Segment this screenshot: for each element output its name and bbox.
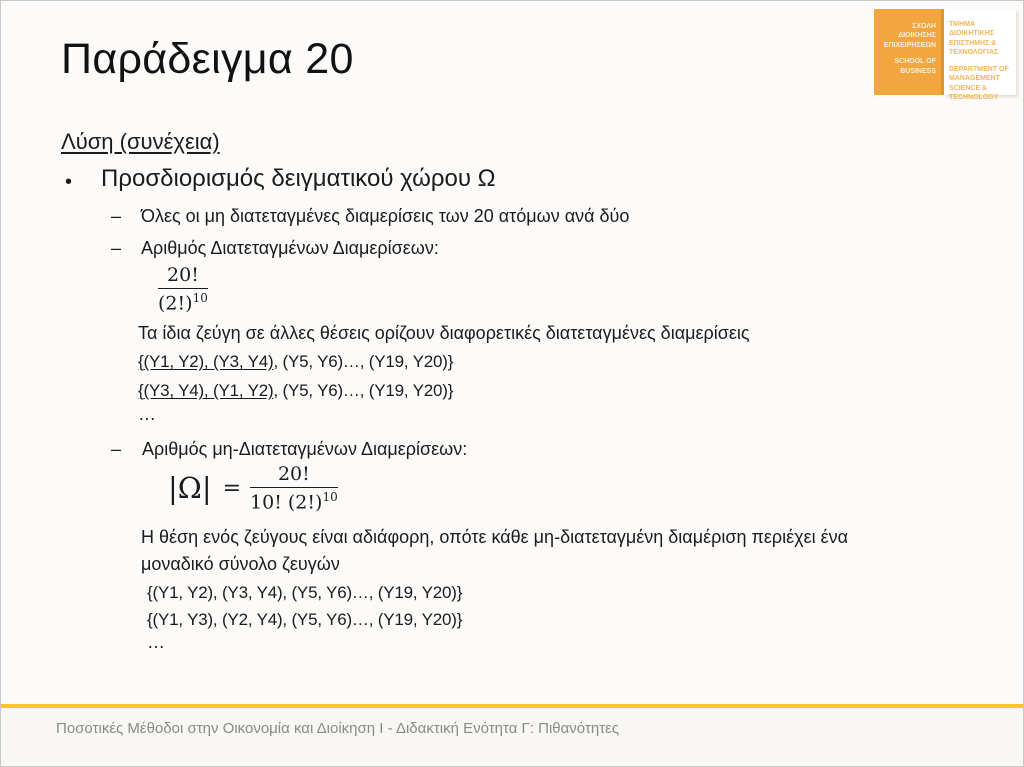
logo-text-line: ΤΜΗΜΑ xyxy=(949,21,976,28)
set-example-ordered-1 xyxy=(138,352,453,372)
fraction-numerator: 20! xyxy=(250,463,338,488)
logo-school-english xyxy=(876,57,936,76)
dash-icon: – xyxy=(111,206,122,226)
omega-cardinality: |Ω| xyxy=(168,471,212,506)
logo-school-greek xyxy=(876,22,936,50)
set-rest: , (Y5, Y6)…, (Y19, Y20)} xyxy=(273,381,454,400)
note-position-irrelevant-line1: Η θέση ενός ζεύγους είναι αδιάφορη, οπότε κάθε μη-διατεταγμένη διαμέριση περιέχει ένα xyxy=(141,527,849,547)
ellipsis: … xyxy=(147,632,165,652)
logo-text-line: BUSINESS xyxy=(900,67,936,75)
logo-text-line: ΕΠΙΧΕΙΡΗΣΕΩΝ xyxy=(883,41,936,49)
logo-dept-greek xyxy=(949,20,1014,58)
set-brace: { xyxy=(138,381,144,400)
logo-dept-panel xyxy=(944,9,1016,102)
logo-text-line: ΔΙΟΙΚΗΣΗΣ xyxy=(898,32,936,40)
sub-item-ordered-count: Αριθμός Διατεταγμένων Διαμερίσεων: xyxy=(141,238,439,258)
footer-course-title: Ποσοτικές Μέθοδοι στην Οικονομία και Διοίκηση Ι - Διδακτική Ενότητα Γ: Πιθανότητες xyxy=(56,720,620,737)
logo-text-line: ΕΠΙΣΤΗΜΗΣ & xyxy=(949,39,997,47)
set-open-underline xyxy=(138,352,273,371)
bullet-item-sample-space: Προσδιορισμός δειγματικού χώρου Ω xyxy=(101,165,496,192)
logo-text-line: TECHNOLOGY xyxy=(949,94,999,102)
slide-title: Παράδειγμα 20 xyxy=(61,35,354,83)
formula-sample-space-size xyxy=(168,463,338,513)
set-example-unordered-1: {(Y1, Y2), (Y3, Y4), (Y5, Y6)…, (Y19, Y20)} xyxy=(147,583,463,602)
fraction xyxy=(250,463,338,513)
set-brace: { xyxy=(138,352,144,371)
formula-ordered-partitions xyxy=(158,264,208,314)
logo-text-line: SCIENCE & xyxy=(949,84,988,92)
fraction-denominator xyxy=(158,289,208,314)
denominator-base: 10! (2!) xyxy=(250,491,323,514)
fraction-denominator xyxy=(250,488,338,513)
set-example-ordered-2 xyxy=(138,381,453,401)
university-logo xyxy=(874,9,1016,102)
note-position-irrelevant-line2: μοναδικό σύνολο ζευγών xyxy=(141,554,340,574)
logo-text-line: ΣΧΟΛΗ xyxy=(912,23,936,30)
footer-strip xyxy=(1,708,1024,767)
set-underlined-pairs: (Y1, Y2), (Y3, Y4) xyxy=(143,352,274,371)
logo-text-line: ΤΕΧΝΟΛΟΓΙΑΣ xyxy=(949,49,999,57)
dash-icon: – xyxy=(111,238,122,258)
set-underlined-pairs: (Y3, Y4), (Y1, Y2) xyxy=(143,381,274,400)
fraction-numerator: 20! xyxy=(158,264,208,289)
note-same-pairs: Τα ίδια ζεύγη σε άλλες θέσεις ορίζουν διαφορετικές διατεταγμένες διαμερίσεις xyxy=(138,323,750,343)
denominator-exponent: 10 xyxy=(192,291,208,305)
set-rest: , (Y5, Y6)…, (Y19, Y20)} xyxy=(273,352,454,371)
bullet-icon: • xyxy=(65,171,73,193)
equals-sign: = xyxy=(222,475,242,501)
logo-text-line: MANAGEMENT xyxy=(949,75,1000,83)
denominator-exponent: 10 xyxy=(322,490,338,504)
solution-heading: Λύση (συνέχεια) xyxy=(61,129,220,154)
logo-text-line: SCHOOL OF xyxy=(894,58,936,66)
dash-icon: – xyxy=(111,439,122,459)
logo-school-panel xyxy=(874,9,944,95)
ellipsis: … xyxy=(138,404,156,424)
logo-text-line: DEPARTMENT OF xyxy=(949,65,1009,73)
set-example-unordered-2: {(Y1, Y3), (Y2, Y4), (Y5, Y6)…, (Y19, Y20)} xyxy=(147,610,463,629)
sub-item-unordered-count: Αριθμός μη-Διατεταγμένων Διαμερίσεων: xyxy=(142,439,468,459)
logo-text-line: ΔΙΟΙΚΗΤΙΚΗΣ xyxy=(949,30,995,38)
sub-item-unordered-partitions: Όλες οι μη διατεταγμένες διαμερίσεις των 20 ατόμων ανά δύο xyxy=(141,206,630,226)
logo-dept-english xyxy=(949,65,1014,103)
set-open-underline xyxy=(138,381,273,400)
footer-divider xyxy=(1,704,1024,708)
denominator-base: (2!) xyxy=(158,292,193,315)
